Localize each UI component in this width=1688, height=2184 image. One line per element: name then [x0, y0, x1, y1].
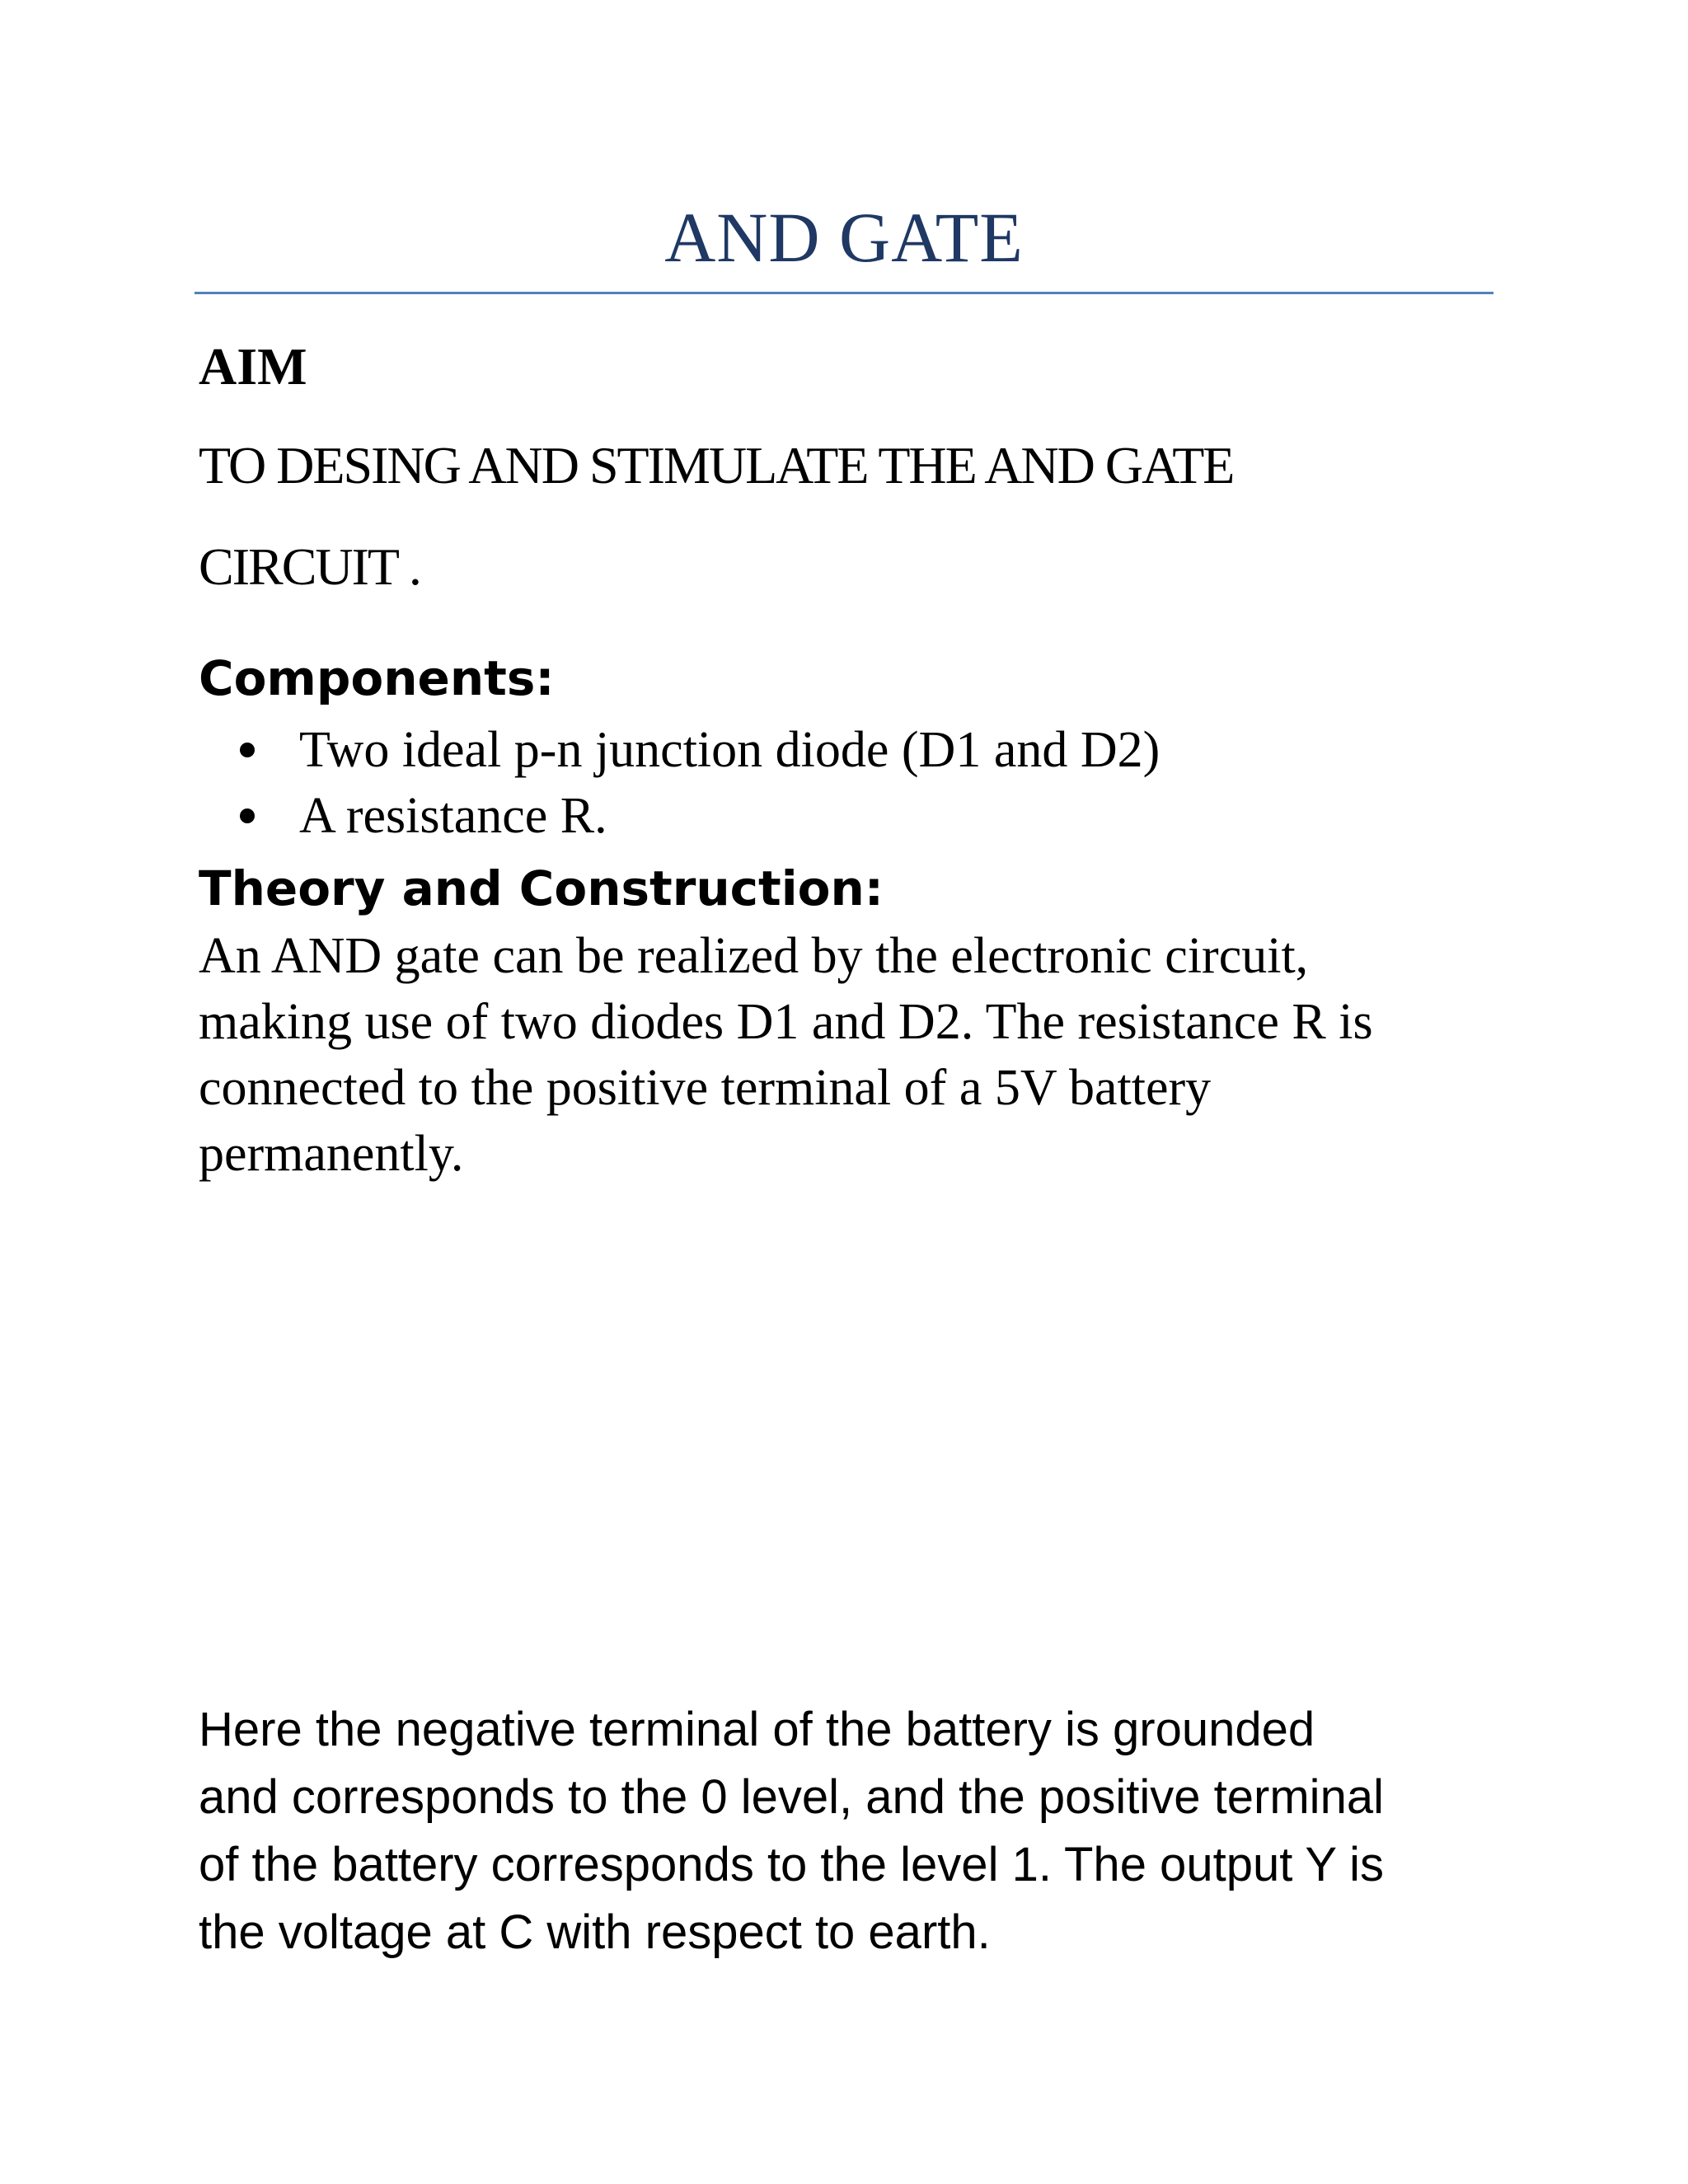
components-heading: Components:	[199, 650, 555, 706]
aim-text-line: TO DESING AND STIMULATE THE AND GATE	[199, 436, 1234, 494]
bullet-icon	[240, 743, 255, 757]
paragraph-line: An AND gate can be realized by the electronic circuit,	[199, 928, 1309, 984]
list-item-text: A resistance R.	[299, 788, 607, 844]
theory-heading: Theory and Construction:	[199, 860, 884, 916]
title-underline	[195, 292, 1493, 294]
continuation-paragraph	[199, 1696, 1534, 1966]
list-item	[199, 717, 1160, 783]
aim-heading: AIM	[199, 337, 307, 396]
paragraph-line: making use of two diodes D1 and D2. The resistance R is	[199, 994, 1373, 1050]
paragraph-line: of the battery corresponds to the level 1. The output Y is	[199, 1838, 1385, 1891]
list-item-text: Two ideal p-n junction diode (D1 and D2)	[299, 722, 1160, 778]
paragraph-line: connected to the positive terminal of a 5V battery	[199, 1060, 1212, 1116]
theory-paragraph	[199, 923, 1517, 1187]
page-title: AND GATE	[664, 198, 1024, 277]
paragraph-line: Here the negative terminal of the battery is grounded	[199, 1703, 1315, 1756]
paragraph-line: permanently.	[199, 1126, 464, 1182]
bullet-icon	[240, 808, 255, 823]
paragraph-line: the voltage at C with respect to earth.	[199, 1905, 991, 1959]
paragraph-line: and corresponds to the 0 level, and the positive terminal	[199, 1770, 1384, 1824]
list-item	[199, 783, 1160, 849]
aim-text-line: CIRCUIT .	[199, 537, 420, 596]
components-list	[199, 717, 1160, 849]
